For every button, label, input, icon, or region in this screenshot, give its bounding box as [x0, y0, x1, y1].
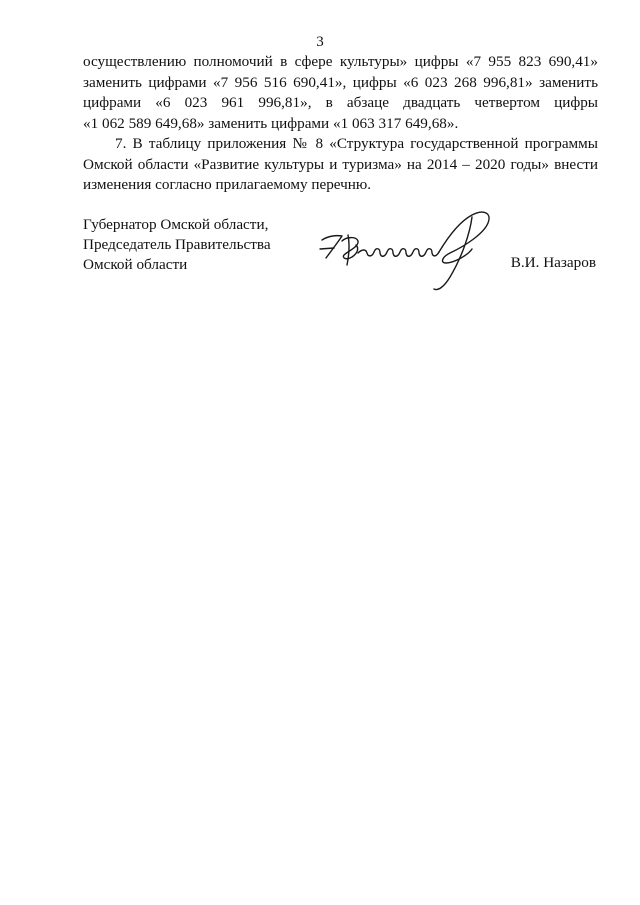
signer-title-line: Председатель Правительства — [83, 236, 271, 253]
signer-name: В.И. Назаров — [510, 254, 596, 271]
body-line: заменить цифрами «7 956 516 690,41», цифры «6 023 268 996,81» заменить — [83, 73, 598, 91]
body-line: изменения согласно прилагаемому перечню. — [83, 176, 372, 193]
signer-title-line: Омской области — [83, 256, 188, 273]
body-text — [83, 52, 598, 196]
signer-title — [83, 215, 271, 275]
signer-title-line: Губернатор Омской области, — [83, 216, 269, 233]
page-number: 3 — [316, 34, 324, 50]
body-line: 7. В таблицу приложения № 8 «Структура государственной программы — [115, 135, 598, 152]
body-line: цифрами «6 023 961 996,81», в абзаце двадцать четвертом цифры — [83, 94, 598, 111]
body-line: «1 062 589 649,68» заменить цифрами «1 063 317 649,68». — [83, 114, 459, 132]
handwritten-signature — [312, 205, 497, 295]
body-line: осуществлению полномочий в сфере культуры» цифры «7 955 823 690,41» — [83, 53, 598, 70]
body-line: Омской области «Развитие культуры и туризма» на 2014 – 2020 годы» внести — [83, 155, 598, 173]
